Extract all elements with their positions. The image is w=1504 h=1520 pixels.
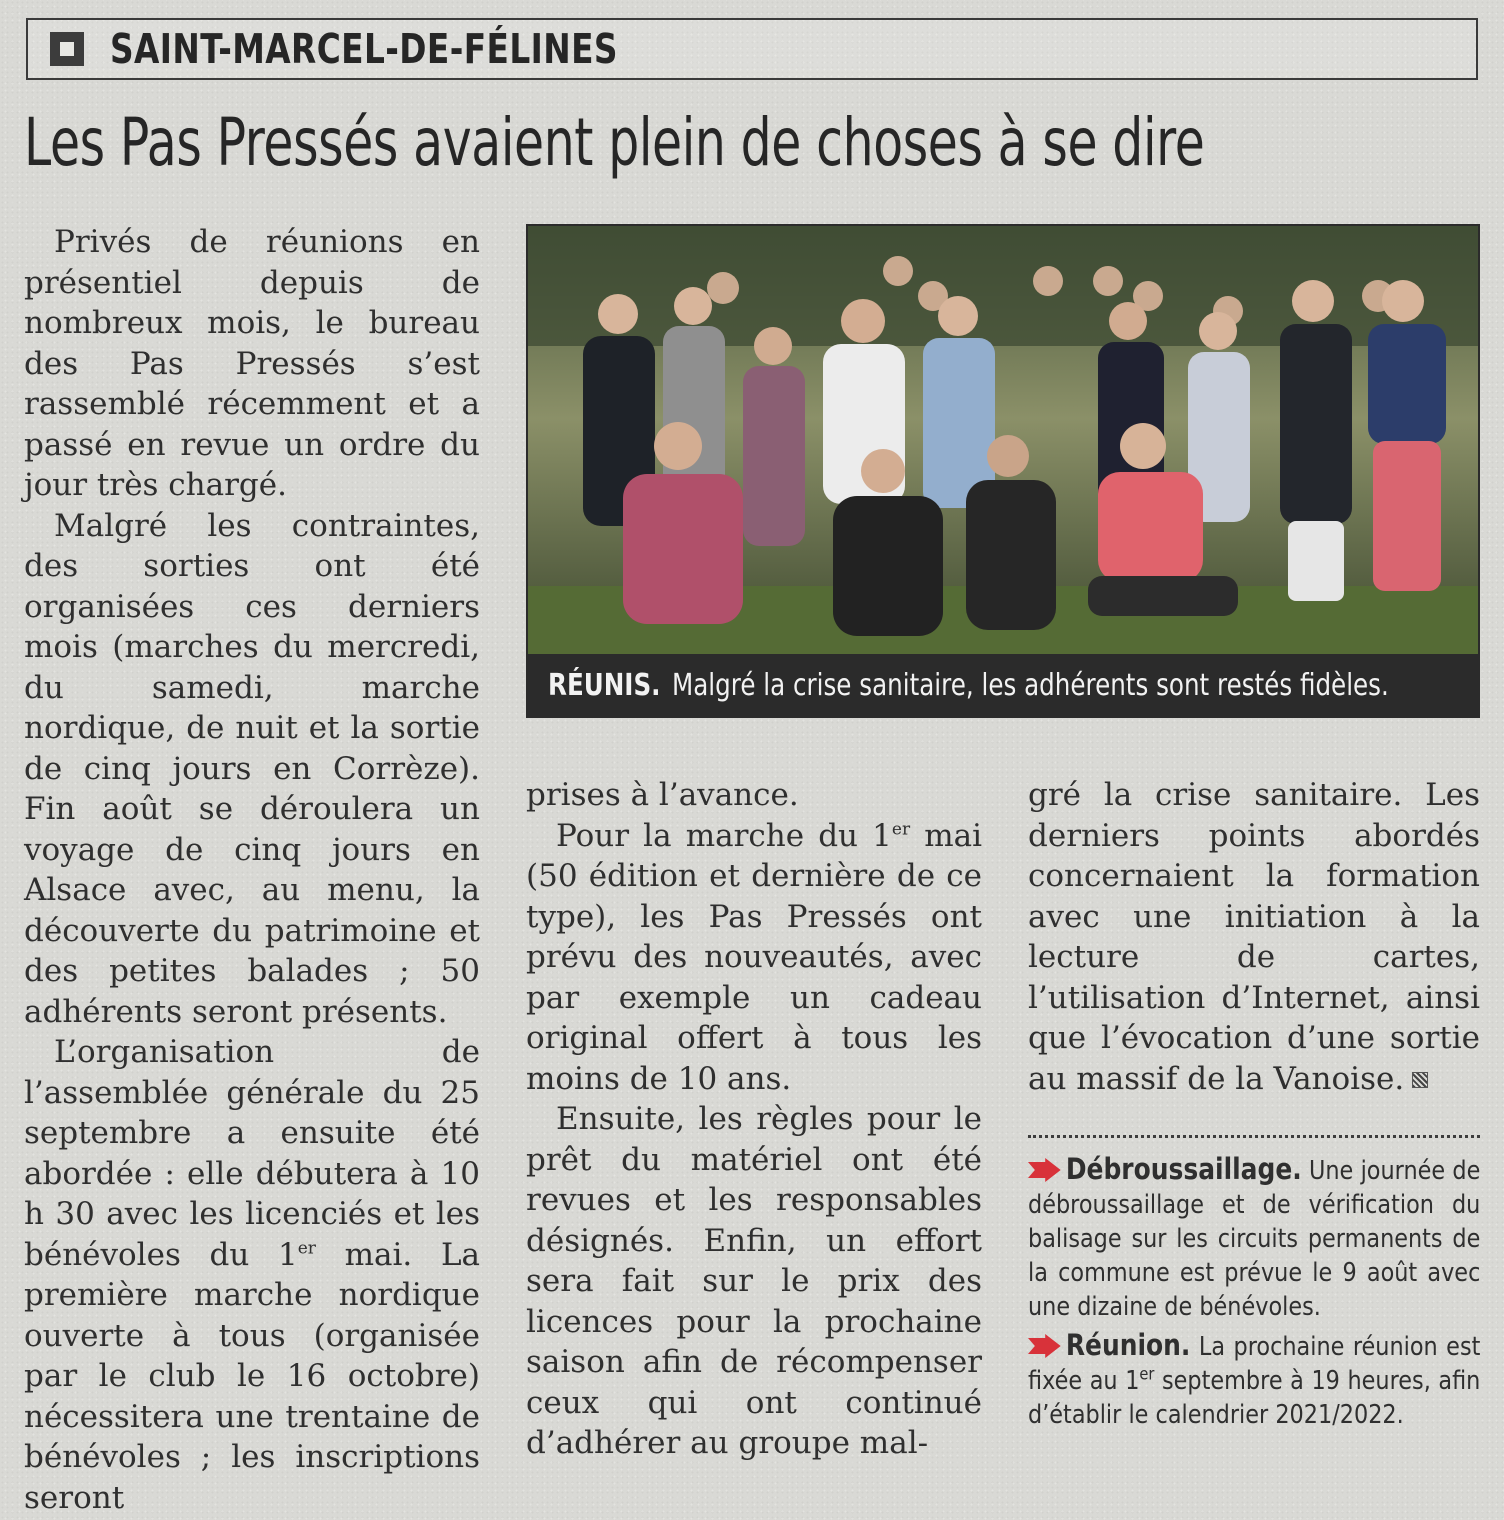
headline: Les Pas Pressés avaient plein de choses à se dire [24, 104, 1205, 181]
dotted-divider [1028, 1135, 1480, 1138]
brief-title: Réunion. [1065, 1328, 1191, 1362]
location-title: SAINT-MARCEL-DE-FÉLINES [110, 25, 618, 73]
brief-text: Une journée de débroussaillage et de vérification du balisage sur les circuits permanents de la commune est prévue le 9 août avec une dizaine de bénévoles. [1028, 1156, 1481, 1322]
photo-caption [528, 654, 1478, 716]
location-banner [26, 18, 1478, 80]
caption-text: Malgré la crise sanitaire, les adhérents sont restés fidèles. [672, 667, 1389, 703]
paragraph: L’organisation de l’assemblée générale du 25 septembre a ensuite été abordée : elle débutera à 10 h 30 avec les licenciés et les bénévoles du 1er mai. La première marche nordique ouverte à tous (organisée par le club le 16 octobre) nécessitera une trentaine de bénévoles ; les inscriptions seront [24, 1034, 481, 1516]
red-arrow-icon [1028, 1334, 1061, 1358]
paragraph: Pour la marche du 1er mai (50 édition et dernière de ce type), les Pas Pressés ont prévu des nouveautés, avec par exemple un cadeau original offert à tous les moins de 10 ans. [526, 817, 983, 1097]
article-column-2 [526, 775, 982, 1464]
article-column-3 [1028, 775, 1480, 1099]
paragraph: Privés de réunions en présentiel depuis de nombreux mois, le bureau des Pas Pressés s’est rassemblé récemment et a passé en revue un ordre du jour très chargé. [24, 224, 480, 503]
group-photo [526, 224, 1480, 718]
group-photo-image [528, 226, 1478, 654]
paragraph: Malgré les contraintes, des sorties ont été organisées ces derniers mois (marches du mercredi, du samedi, marche nordique, de nuit et la sortie de cinq jours en Corrèze). Fin août se déroulera un voyage de cinq jours en Alsace avec, au menu, la découverte du patrimoine et des petites balades ; 50 adhérents seront présents. [24, 507, 480, 1030]
brief-item: Réunion. La prochaine réunion est fixée au 1er septembre à 19 heures, afin d’établir le calendrier 2021/2022. [1028, 1328, 1481, 1430]
paragraph: prises à l’avance. [526, 777, 799, 813]
caption-label: RÉUNIS. [548, 667, 661, 703]
brief-item [1028, 1152, 1480, 1324]
article-column-1 [24, 222, 480, 1518]
end-of-article-icon [1412, 1072, 1428, 1088]
brief-title: Débroussaillage. [1065, 1152, 1302, 1186]
red-arrow-icon [1028, 1158, 1061, 1182]
paragraph: Ensuite, les règles pour le prêt du matériel ont été revues et les responsables désignés. Enfin, un effort sera fait sur le prix des licences pour la prochaine saison afin de récompenser ceux qui ont continué d’adhérer au groupe mal- [526, 1101, 982, 1461]
briefs-box [1028, 1135, 1480, 1432]
paragraph: gré la crise sanitaire. Les derniers points abordés concernaient la formation avec une initiation à la lecture de cartes, l’utilisation d’Internet, ainsi que l’évocation d’une sortie au massif de la Vanoise. [1028, 777, 1480, 1097]
section-square-icon [50, 32, 84, 66]
